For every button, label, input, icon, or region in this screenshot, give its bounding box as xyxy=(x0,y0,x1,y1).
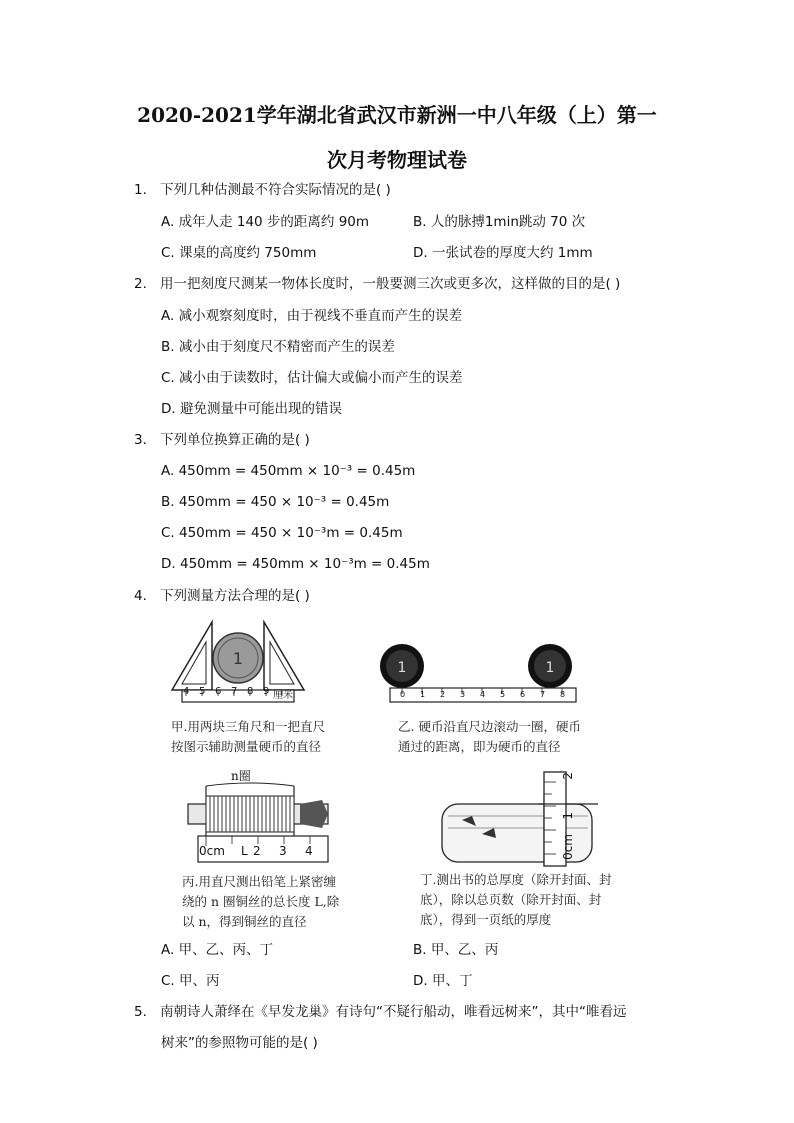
question-4 xyxy=(134,586,310,606)
question-stem: 南朝诗人萧绎在《早发龙巢》有诗句“不疑行船动，唯看远树来”，其中“唯看远 xyxy=(160,1004,627,1020)
option-b: B. 减小由于刻度尺不精密而产生的误差 xyxy=(161,339,395,355)
option-d: D. 450mm = 450mm × 10⁻³m = 0.45m xyxy=(161,556,430,572)
option-c: C. 450mm = 450 × 10⁻³m = 0.45m xyxy=(161,525,403,541)
question-stem: 下列几种估测最不符合实际情况的是( ) xyxy=(160,182,391,198)
exam-title-line2: 次月考物理试卷 xyxy=(327,148,467,172)
ding-tick-2: 2 xyxy=(561,772,575,780)
question-stem: 下列测量方法合理的是( ) xyxy=(160,588,310,604)
figure-yi-diagram xyxy=(378,640,578,710)
exam-title-line1: 2020-2021学年湖北省武汉市新洲一中八年级（上）第一 xyxy=(137,103,657,127)
svg-text:1: 1 xyxy=(232,649,244,668)
question-5 xyxy=(134,1002,626,1022)
question-number: 2. xyxy=(134,276,147,292)
question-stem-continued: 树来”的参照物可能的是( ) xyxy=(161,1035,318,1051)
figure-bing-caption-1: 丙.用直尺测出铅笔上紧密缠 xyxy=(182,874,336,889)
question-1 xyxy=(134,180,391,200)
option-d: D. 避免测量中可能出现的错误 xyxy=(161,401,342,417)
figure-ding-diagram xyxy=(438,768,608,868)
question-stem: 下列单位换算正确的是( ) xyxy=(160,432,310,448)
option-b: B. 450mm = 450 × 10⁻³ = 0.45m xyxy=(161,494,390,510)
option-c: C. 课桌的高度约 750mm xyxy=(161,245,317,261)
option-d: D. 一张试卷的厚度大约 1mm xyxy=(413,245,593,261)
question-number: 3. xyxy=(134,432,147,448)
option-c: C. 甲、丙 xyxy=(161,973,220,989)
question-number: 1. xyxy=(134,182,147,198)
option-b: B. 甲、乙、丙 xyxy=(413,942,499,958)
svg-text:1: 1 xyxy=(397,660,407,676)
figure-jia-caption-2: 按图示辅助测量硬币的直径 xyxy=(171,739,322,754)
option-a: A. 减小观察刻度时，由于视线不垂直而产生的误差 xyxy=(161,308,463,324)
figure-ding-caption-1: 丁.测出书的总厚度（除开封面、封 xyxy=(420,872,612,887)
option-a: A. 450mm = 450mm × 10⁻³ = 0.45m xyxy=(161,463,416,479)
option-a: A. 甲、乙、丙、丁 xyxy=(161,942,274,958)
figure-bing-caption-2: 绕的 n 圈铜丝的总长度 L,除 xyxy=(182,894,340,909)
question-number: 5. xyxy=(134,1004,147,1020)
figure-jia-diagram xyxy=(168,612,318,710)
figure-ding-caption-2: 底），除以总页数（除开封面、封 xyxy=(420,892,602,907)
option-c: C. 减小由于读数时，估计偏大或偏小而产生的误差 xyxy=(161,370,463,386)
figure-bing-caption-3: 以 n，得到铜丝的直径 xyxy=(182,914,307,929)
question-stem: 用一把刻度尺测某一物体长度时，一般要测三次或更多次，这样做的目的是( ) xyxy=(160,276,621,292)
option-d: D. 甲、丁 xyxy=(413,973,473,989)
svg-text:1: 1 xyxy=(545,660,555,676)
figure-yi-caption-2: 通过的距离，即为硬币的直径 xyxy=(398,739,561,754)
figure-ding-caption-3: 底），得到一页纸的厚度 xyxy=(420,912,552,927)
question-number: 4. xyxy=(134,588,147,604)
ding-tick-1: 1 xyxy=(561,812,575,820)
ding-tick-0: 0cm xyxy=(561,834,575,860)
coil-label: n圈 xyxy=(231,769,251,783)
option-a: A. 成年人走 140 步的距离约 90m xyxy=(161,214,370,230)
question-2 xyxy=(134,274,620,294)
option-b: B. 人的脉搏1min跳动 70 次 xyxy=(413,214,586,230)
figure-yi-caption-1: 乙. 硬币沿直尺边滚动一圈，硬币 xyxy=(398,719,581,734)
figure-jia-caption-1: 甲.用两块三角尺和一把直尺 xyxy=(171,719,325,734)
question-3 xyxy=(134,430,310,450)
